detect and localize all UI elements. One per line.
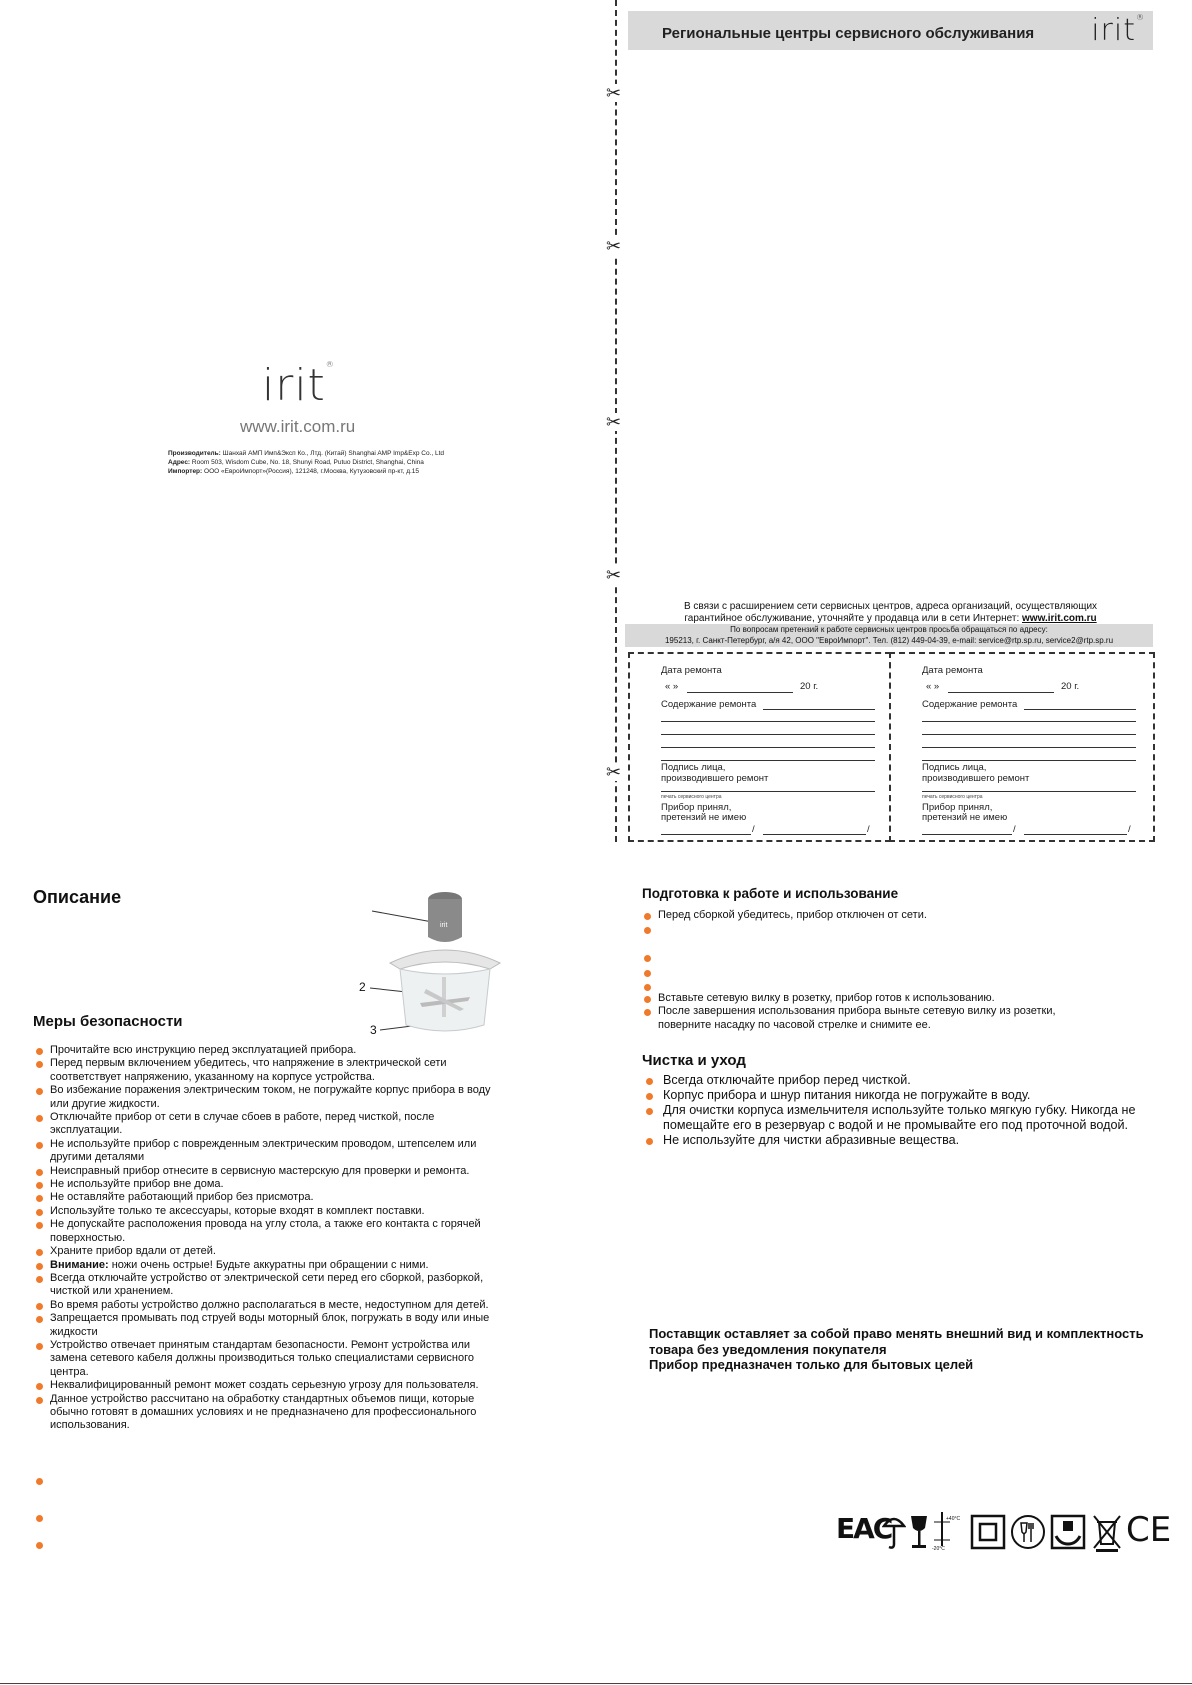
service-title: Региональные центры сервисного обслуживания bbox=[662, 25, 1035, 42]
food-safe-icon bbox=[1010, 1514, 1046, 1550]
repair-coupon-2: Дата ремонта « » 20 г. Содержание ремонта Подпись лица, производившего ремонт печать сервисного центра Прибор принял, претензий не имею / / bbox=[889, 652, 1155, 842]
list-item: Не используйте для чистки абразивные вещества. bbox=[644, 1133, 1169, 1148]
list-item: Данное устройство рассчитано на обработку стандартных объемов пищи, которые обычно готовят в домашних условиях и не предназначено для профессионального использования. bbox=[34, 1393, 504, 1433]
list-item: Используйте только те аксессуары, которые входят в комплект поставки. bbox=[34, 1205, 504, 1218]
empty-bullet bbox=[644, 970, 651, 977]
list-item: Во время работы устройство должно располагаться в месте, недоступном для детей. bbox=[34, 1299, 504, 1312]
list-item: Корпус прибора и шнур питания никогда не погружайте в воду. bbox=[644, 1088, 1169, 1103]
umbrella-icon bbox=[882, 1512, 906, 1552]
ce-mark: CE bbox=[1126, 1510, 1172, 1550]
empty-bullet bbox=[644, 927, 651, 934]
list-item: Для очистки корпуса измельчителя используйте только мягкую губку. Никогда не помещайте его в резервуар с водой и не промывайте его под проточной водой. bbox=[644, 1103, 1169, 1133]
manufacturer-block: Производитель: Шанхай АМП Имп&Эксп Ко., Лтд. (Китай) Shanghai AMP Imp&Exp Co., Ltd Адрес: Room 503, Wisdom Cube, No. 18, Shunyi Road, Putuo District, Shanghai, China Импортер: ООО «ЕвроИмпорт»(Россия), 121248, г.Москва, Кутузовский пр-кт, д.15 bbox=[168, 450, 445, 475]
certification-marks bbox=[836, 1510, 1171, 1554]
list-item: Не оставляйте работающий прибор без присмотра. bbox=[34, 1191, 504, 1204]
svg-text:-20°C: -20°C bbox=[932, 1546, 945, 1552]
list-item: Перед первым включением убедитесь, что напряжение в электрической сети соответствует напряжению, указанному на корпусе устройства. bbox=[34, 1057, 504, 1084]
weee-bin-icon bbox=[1092, 1512, 1122, 1552]
scissors-icon: ✂ bbox=[606, 762, 622, 782]
list-item: Вставьте сетевую вилку в розетку, прибор готов к использованию. bbox=[642, 992, 1142, 1005]
description-title: Описание bbox=[33, 887, 122, 907]
list-item: Прочитайте всю инструкцию перед эксплуатацией прибора. bbox=[34, 1044, 504, 1057]
list-item: Всегда отключайте прибор перед чисткой. bbox=[644, 1073, 1169, 1088]
disclaimer: Поставщик оставляет за собой право менять внешний вид и комплектность товара без уведомления покупателя Прибор предназначен только для бытовых целей bbox=[649, 1326, 1144, 1372]
scissors-icon: ✂ bbox=[606, 412, 622, 432]
thermometer-icon bbox=[932, 1510, 962, 1554]
list-item: Во избежание поражения электрическим током, не погружайте корпус прибора в воду или другие жидкости. bbox=[34, 1084, 504, 1111]
bottom-rule bbox=[0, 1683, 1192, 1684]
scissors-icon: ✂ bbox=[606, 236, 622, 256]
list-item: Не используйте прибор вне дома. bbox=[34, 1178, 504, 1191]
scissors-icon: ✂ bbox=[606, 565, 622, 585]
list-item: Храните прибор вдали от детей. bbox=[34, 1245, 504, 1258]
brand-logo: irit® bbox=[262, 360, 335, 411]
double-insulation-icon bbox=[970, 1514, 1006, 1550]
repair-coupon-1: Дата ремонта « » 20 г. Содержание ремонта Подпись лица, производившего ремонт печать сервисного центра Прибор принял, претензий не имею / / bbox=[628, 652, 891, 842]
preparation-list bbox=[642, 909, 1142, 922]
svg-text:irit: irit bbox=[440, 922, 448, 929]
preparation-title: Подготовка к работе и использование bbox=[642, 886, 899, 901]
list-item: Не используйте прибор с поврежденным электрическим проводом, штепселем или другими деталями bbox=[34, 1138, 504, 1165]
list-item: Перед сборкой убедитесь, прибор отключен от сети. bbox=[642, 909, 1142, 922]
empty-bullet bbox=[36, 1542, 43, 1549]
claims-band: По вопросам претензий к работе сервисных центров просьба обращаться по адресу: 195213, г. Санкт-Петербург, а/я 42, ООО "ЕвроИмпорт". Тел. (812) 449-04-39, e-mail: service@rtp.sp.ru, service2@rtp.sp.ru bbox=[625, 624, 1153, 647]
callout-3: 3 bbox=[370, 1023, 377, 1037]
list-item: Не допускайте расположения провода на углу стола, а также его контакта с горячей поверхностью. bbox=[34, 1218, 504, 1245]
header-logo: irit® bbox=[1091, 13, 1145, 48]
cleaning-title: Чистка и уход bbox=[642, 1052, 746, 1069]
website-url: www.irit.com.ru bbox=[240, 417, 356, 436]
empty-bullet bbox=[36, 1478, 43, 1485]
callout-2: 2 bbox=[359, 980, 366, 994]
scissors-icon: ✂ bbox=[606, 83, 622, 103]
list-item: Отключайте прибор от сети в случае сбоев в работе, перед чисткой, после эксплуатации. bbox=[34, 1111, 504, 1138]
safety-title: Меры безопасности bbox=[33, 1013, 183, 1030]
product-illustration bbox=[340, 885, 520, 1045]
eac-mark: EAC bbox=[836, 1512, 892, 1545]
preparation-list-2 bbox=[642, 992, 1142, 1032]
empty-bullet bbox=[644, 955, 651, 962]
safety-list bbox=[34, 1044, 504, 1433]
list-item: Всегда отключайте устройство от электрической сети перед его сборкой, разборкой, чисткой или хранением. bbox=[34, 1272, 504, 1299]
list-item: Запрещается промывать под струей воды моторный блок, погружать в воду или иные жидкости bbox=[34, 1312, 504, 1339]
service-notice: В связи с расширением сети сервисных центров, адреса организаций, осуществляющих гарантийное обслуживание, уточняйте у продавца или в сети Интернет: www.irit.com.ru bbox=[683, 601, 1098, 624]
list-item: Внимание: ножи очень острые! Будьте аккуратны при обращении с ними. bbox=[34, 1259, 504, 1272]
glass-icon bbox=[908, 1514, 930, 1550]
list-item: Неисправный прибор отнесите в сервисную мастерскую для проверки и ремонта. bbox=[34, 1165, 504, 1178]
cleaning-list bbox=[644, 1073, 1169, 1148]
handle-with-care-icon bbox=[1050, 1514, 1086, 1550]
svg-text:+40°C: +40°C bbox=[946, 1516, 961, 1522]
empty-bullet bbox=[36, 1515, 43, 1522]
list-item: Устройство отвечает принятым стандартам безопасности. Ремонт устройства или замена сетевого кабеля должны производиться только специалистами сервисного центра. bbox=[34, 1339, 504, 1379]
service-header bbox=[628, 11, 1153, 50]
empty-bullet bbox=[644, 984, 651, 991]
list-item: Неквалифицированный ремонт может создать серьезную угрозу для пользователя. bbox=[34, 1379, 504, 1392]
list-item: После завершения использования прибора выньте сетевую вилку из розетки, поверните насадку по часовой стрелке и снимите ее. bbox=[642, 1005, 1142, 1032]
